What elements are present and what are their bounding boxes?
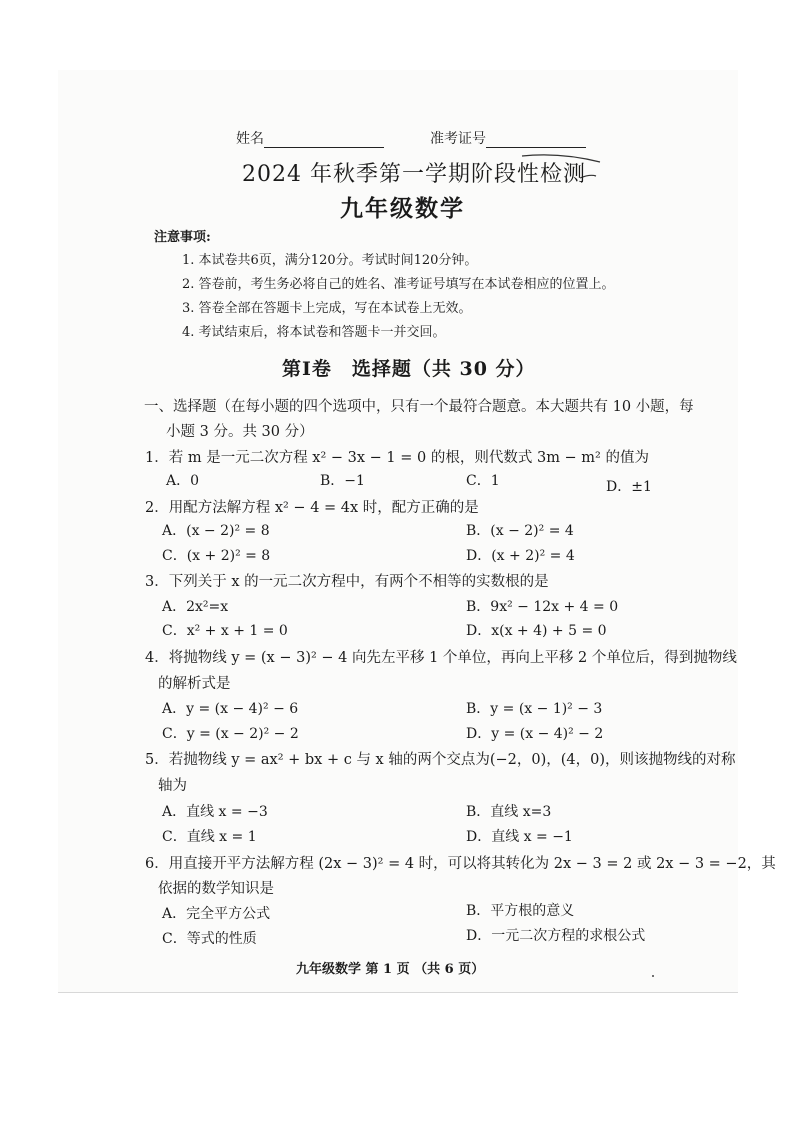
option-c: C．直线 x = 1	[162, 829, 257, 845]
question-stem: 3．下列关于 x 的一元二次方程中，有两个不相等的实数根的是	[145, 574, 549, 590]
notice-item: 2. 答卷前，考生务必将自己的姓名、准考证号填写在本试卷相应的位置上。	[182, 277, 615, 292]
notice-item: 1. 本试卷共6页，满分120分。考试时间120分钟。	[182, 253, 478, 268]
name-label: 姓名	[236, 131, 264, 147]
question-stem-cont: 轴为	[158, 778, 187, 794]
option-b: B．直线 x=3	[466, 804, 552, 820]
option-c: C．x² + x + 1 = 0	[162, 623, 288, 639]
option-c: C．等式的性质	[162, 931, 257, 947]
option-b: B．y = (x − 1)² − 3	[466, 701, 603, 717]
question-stem: 4．将抛物线 y = (x − 3)² − 4 向先左平移 1 个单位，再向上平移 2 个单位后，得到抛物线	[145, 650, 737, 666]
exam-title: 2024 年秋季第一学期阶段性检测	[242, 162, 586, 187]
option-d: D．x(x + 4) + 5 = 0	[466, 623, 607, 639]
option-d: D．±1	[606, 479, 652, 495]
option-a: A．0	[166, 473, 200, 489]
question-stem-cont: 依据的数学知识是	[158, 881, 274, 897]
exam-subtitle: 九年级数学	[340, 195, 465, 222]
question-stem: 1．若 m 是一元二次方程 x² − 3x − 1 = 0 的根，则代数式 3m − m² 的值为	[145, 450, 649, 466]
option-c: C．1	[466, 473, 500, 489]
page-footer: 九年级数学 第 1 页 （共 6 页）	[296, 962, 485, 977]
option-a: A．(x − 2)² = 8	[162, 523, 270, 539]
option-a: A．完全平方公式	[162, 906, 271, 922]
section-title: 第Ⅰ卷 选择题（共 30 分）	[282, 358, 536, 380]
question-stem: 5．若抛物线 y = ax² + bx + c 与 x 轴的两个交点为(−2，0)，(4，0)，则该抛物线的对称	[145, 752, 736, 768]
option-d: D．y = (x − 4)² − 2	[466, 726, 604, 742]
option-b: B．平方根的意义	[466, 903, 575, 919]
option-d: D．直线 x = −1	[466, 829, 573, 845]
name-field	[236, 128, 384, 148]
exam-id-field	[430, 128, 586, 148]
exam-id-underline	[486, 133, 586, 148]
question-stem: 2．用配方法解方程 x² − 4 = 4x 时，配方正确的是	[145, 500, 479, 516]
option-b: B．(x − 2)² = 4	[466, 523, 574, 539]
speck	[652, 975, 654, 977]
notice-heading: 注意事项:	[154, 230, 211, 245]
notice-item: 4. 考试结束后，将本试卷和答题卡一并交回。	[182, 325, 446, 340]
name-underline	[264, 133, 384, 148]
part-intro-line: 一、选择题（在每小题的四个选项中，只有一个最符合题意。本大题共有 10 小题，每	[144, 399, 694, 415]
option-a: A．直线 x = −3	[162, 804, 268, 820]
option-b: B．−1	[320, 473, 365, 489]
exam-id-label: 准考证号	[430, 131, 486, 147]
question-stem-cont: 的解析式是	[158, 676, 231, 692]
option-d: D．(x + 2)² = 4	[466, 548, 575, 564]
option-d: D．一元二次方程的求根公式	[466, 928, 646, 944]
option-a: A．2x²=x	[162, 599, 229, 615]
option-c: C．(x + 2)² = 8	[162, 548, 271, 564]
part-intro-line: 小题 3 分。共 30 分）	[166, 424, 314, 440]
question-stem: 6．用直接开平方法解方程 (2x − 3)² = 4 时，可以将其转化为 2x − 3 = 2 或 2x − 3 = −2，其	[145, 856, 776, 872]
option-a: A．y = (x − 4)² − 6	[162, 701, 299, 717]
option-b: B．9x² − 12x + 4 = 0	[466, 599, 619, 615]
option-c: C．y = (x − 2)² − 2	[162, 726, 299, 742]
notice-item: 3. 答卷全部在答题卡上完成，写在本试卷上无效。	[182, 301, 472, 316]
